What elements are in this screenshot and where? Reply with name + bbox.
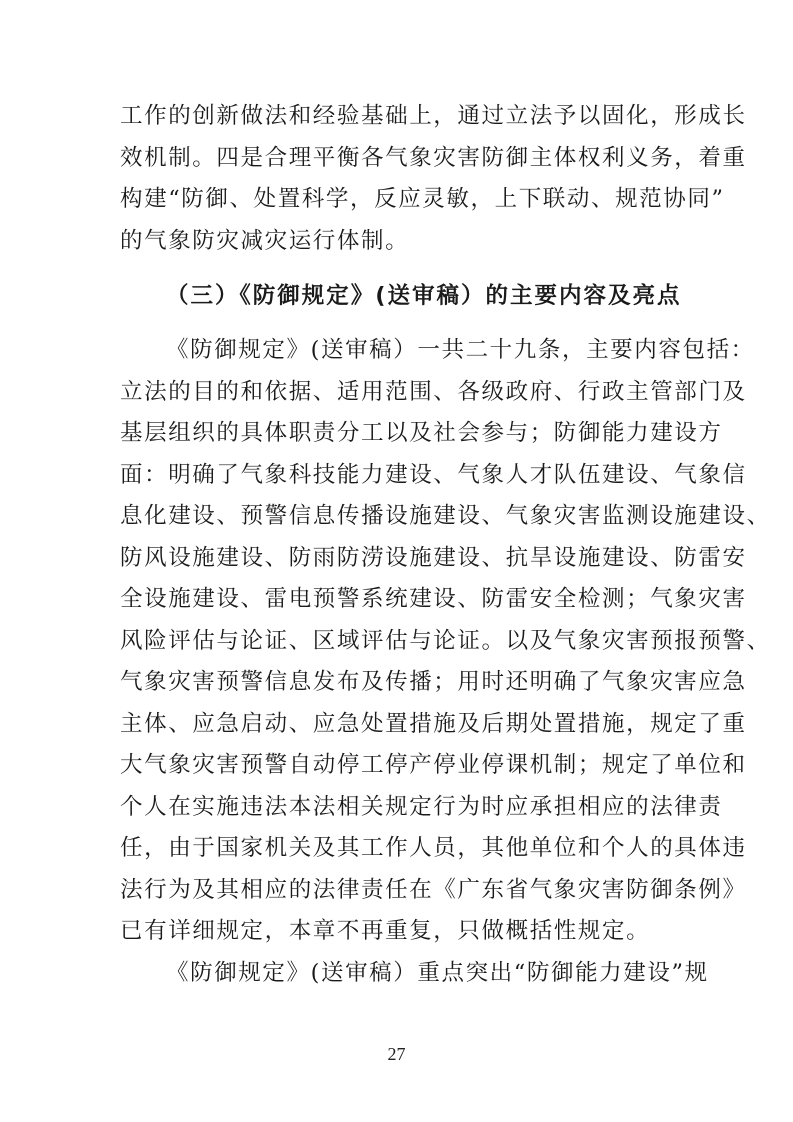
text-line: 法行为及其相应的法律责任在《广东省气象灾害防御条例》 bbox=[120, 876, 747, 903]
text-line: 息化建设、预警信息传播设施建设、气象灾害监测设施建设、 bbox=[120, 503, 771, 529]
text-line: 构建“防御、处置科学，反应灵敏，上下联动、规范协同” bbox=[120, 186, 725, 212]
text-line: 任，由于国家机关及其工作人员，其他单位和个人的具体违 bbox=[120, 835, 747, 861]
text-line: 面：明确了气象科技能力建设、气象人才队伍建设、气象信 bbox=[120, 461, 747, 488]
text-line: 《防御规定》(送审稿）一共二十九条，主要内容包括： bbox=[166, 337, 755, 363]
text-line: 基层组织的具体职责分工以及社会参与；防御能力建设方 bbox=[120, 420, 723, 446]
page-number: 27 bbox=[387, 1044, 406, 1064]
text-line: 主体、应急启动、应急处置措施及后期处置措施，规定了重 bbox=[120, 710, 747, 737]
paragraph-continuation bbox=[120, 96, 747, 262]
section-heading: （三）《防御规定》(送审稿）的主要内容及亮点 bbox=[166, 283, 682, 309]
text-line: 防风设施建设、防雨防涝设施建设、抗旱设施建设、防雷安 bbox=[120, 544, 747, 571]
paragraph-next bbox=[120, 953, 709, 995]
text-line: 立法的目的和依据、适用范围、各级政府、行政主管部门及 bbox=[120, 378, 747, 405]
document-page bbox=[120, 96, 771, 994]
text-line: 气象灾害预警信息发布及传播；用时还明确了气象灾害应急 bbox=[120, 669, 747, 695]
text-line: 风险评估与论证、区域评估与论证。以及气象灾害预报预警、 bbox=[120, 627, 771, 654]
text-line: 《防御规定》(送审稿）重点突出“防御能力建设”规 bbox=[166, 959, 709, 986]
paragraph-main-content bbox=[120, 330, 771, 953]
text-line: 个人在实施违法本法相关规定行为时应承担相应的法律责 bbox=[120, 793, 723, 820]
text-line: 的气象防灾减灾运行体制。 bbox=[120, 227, 410, 254]
text-line: 工作的创新做法和经验基础上，通过立法予以固化，形成长 bbox=[120, 103, 747, 129]
text-line: 全设施建设、雷电预警系统建设、防雷安全检测；气象灾害 bbox=[120, 586, 747, 612]
text-line: 已有详细规定，本章不再重复，只做概括性规定。 bbox=[120, 918, 651, 944]
text-line: 效机制。四是合理平衡各气象灾害防御主体权利义务，着重 bbox=[120, 144, 747, 171]
text-line: 大气象灾害预警自动停工停产停业停课机制；规定了单位和 bbox=[120, 752, 747, 778]
